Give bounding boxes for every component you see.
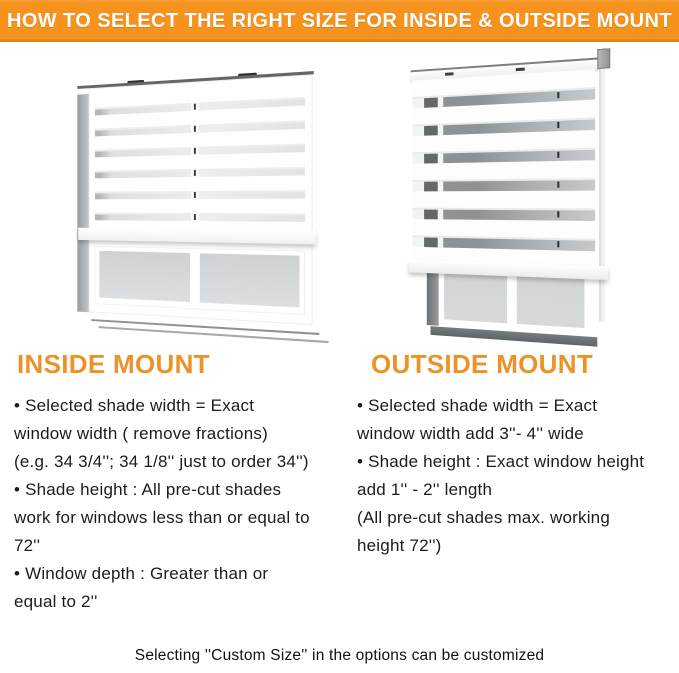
window-glass — [95, 246, 305, 315]
instruction-line: (e.g. 34 3/4''; 34 1/8'' just to order 34'') — [14, 452, 309, 471]
inside-mount-instructions — [14, 392, 310, 616]
instruction-line: • Selected shade width = Exact — [14, 396, 255, 415]
instruction-line: 72'' — [14, 536, 41, 555]
zebra-shade — [412, 69, 595, 266]
outside-mount-heading: OUTSIDE MOUNT — [371, 349, 594, 379]
headrail-end-bracket — [597, 48, 610, 69]
glass-pane — [199, 253, 299, 307]
instruction-line: • Shade height : All pre-cut shades — [14, 480, 282, 499]
window-frame — [89, 74, 313, 325]
instruction-line: window width add 3''- 4'' wide — [357, 424, 584, 443]
outside-mount-window — [411, 49, 605, 352]
instruction-line: • Window depth : Greater than or — [14, 564, 269, 583]
instruction-line: equal to 2'' — [14, 592, 98, 611]
shade-cord — [190, 88, 198, 229]
instruction-line: work for windows less than or equal to — [14, 508, 310, 527]
inside-mount-window — [77, 61, 315, 348]
shade-slats — [412, 69, 595, 266]
inside-mount-illustration — [68, 70, 310, 340]
header-banner — [0, 0, 679, 42]
instruction-line: add 1'' - 2'' length — [357, 480, 493, 499]
glass-pane — [99, 251, 189, 302]
page-title: HOW TO SELECT THE RIGHT SIZE FOR INSIDE & OUTSIDE MOUNT — [7, 9, 672, 32]
instruction-line: (All pre-cut shades max. working — [357, 508, 610, 527]
inside-mount-heading: INSIDE MOUNT — [17, 349, 210, 379]
shade-cord — [557, 71, 559, 264]
custom-size-note: Selecting ''Custom Size'' in the options can be customized — [134, 647, 545, 664]
instruction-line: • Selected shade width = Exact — [357, 396, 598, 415]
shade-side-rail — [599, 69, 604, 322]
mounting-bracket-icon — [516, 68, 525, 72]
outside-mount-instructions — [357, 392, 644, 560]
window-casing — [77, 94, 88, 312]
shade-bottom-rail — [78, 228, 316, 245]
shade-slats — [95, 82, 305, 230]
zebra-shade — [95, 82, 305, 230]
mounting-bracket-icon — [445, 72, 453, 75]
outside-mount-illustration — [404, 56, 602, 344]
instruction-line: • Shade height : Exact window height — [357, 452, 645, 471]
instruction-line: window width ( remove fractions) — [14, 424, 268, 443]
instruction-line: height 72'') — [357, 536, 442, 555]
window-sill — [98, 326, 328, 343]
